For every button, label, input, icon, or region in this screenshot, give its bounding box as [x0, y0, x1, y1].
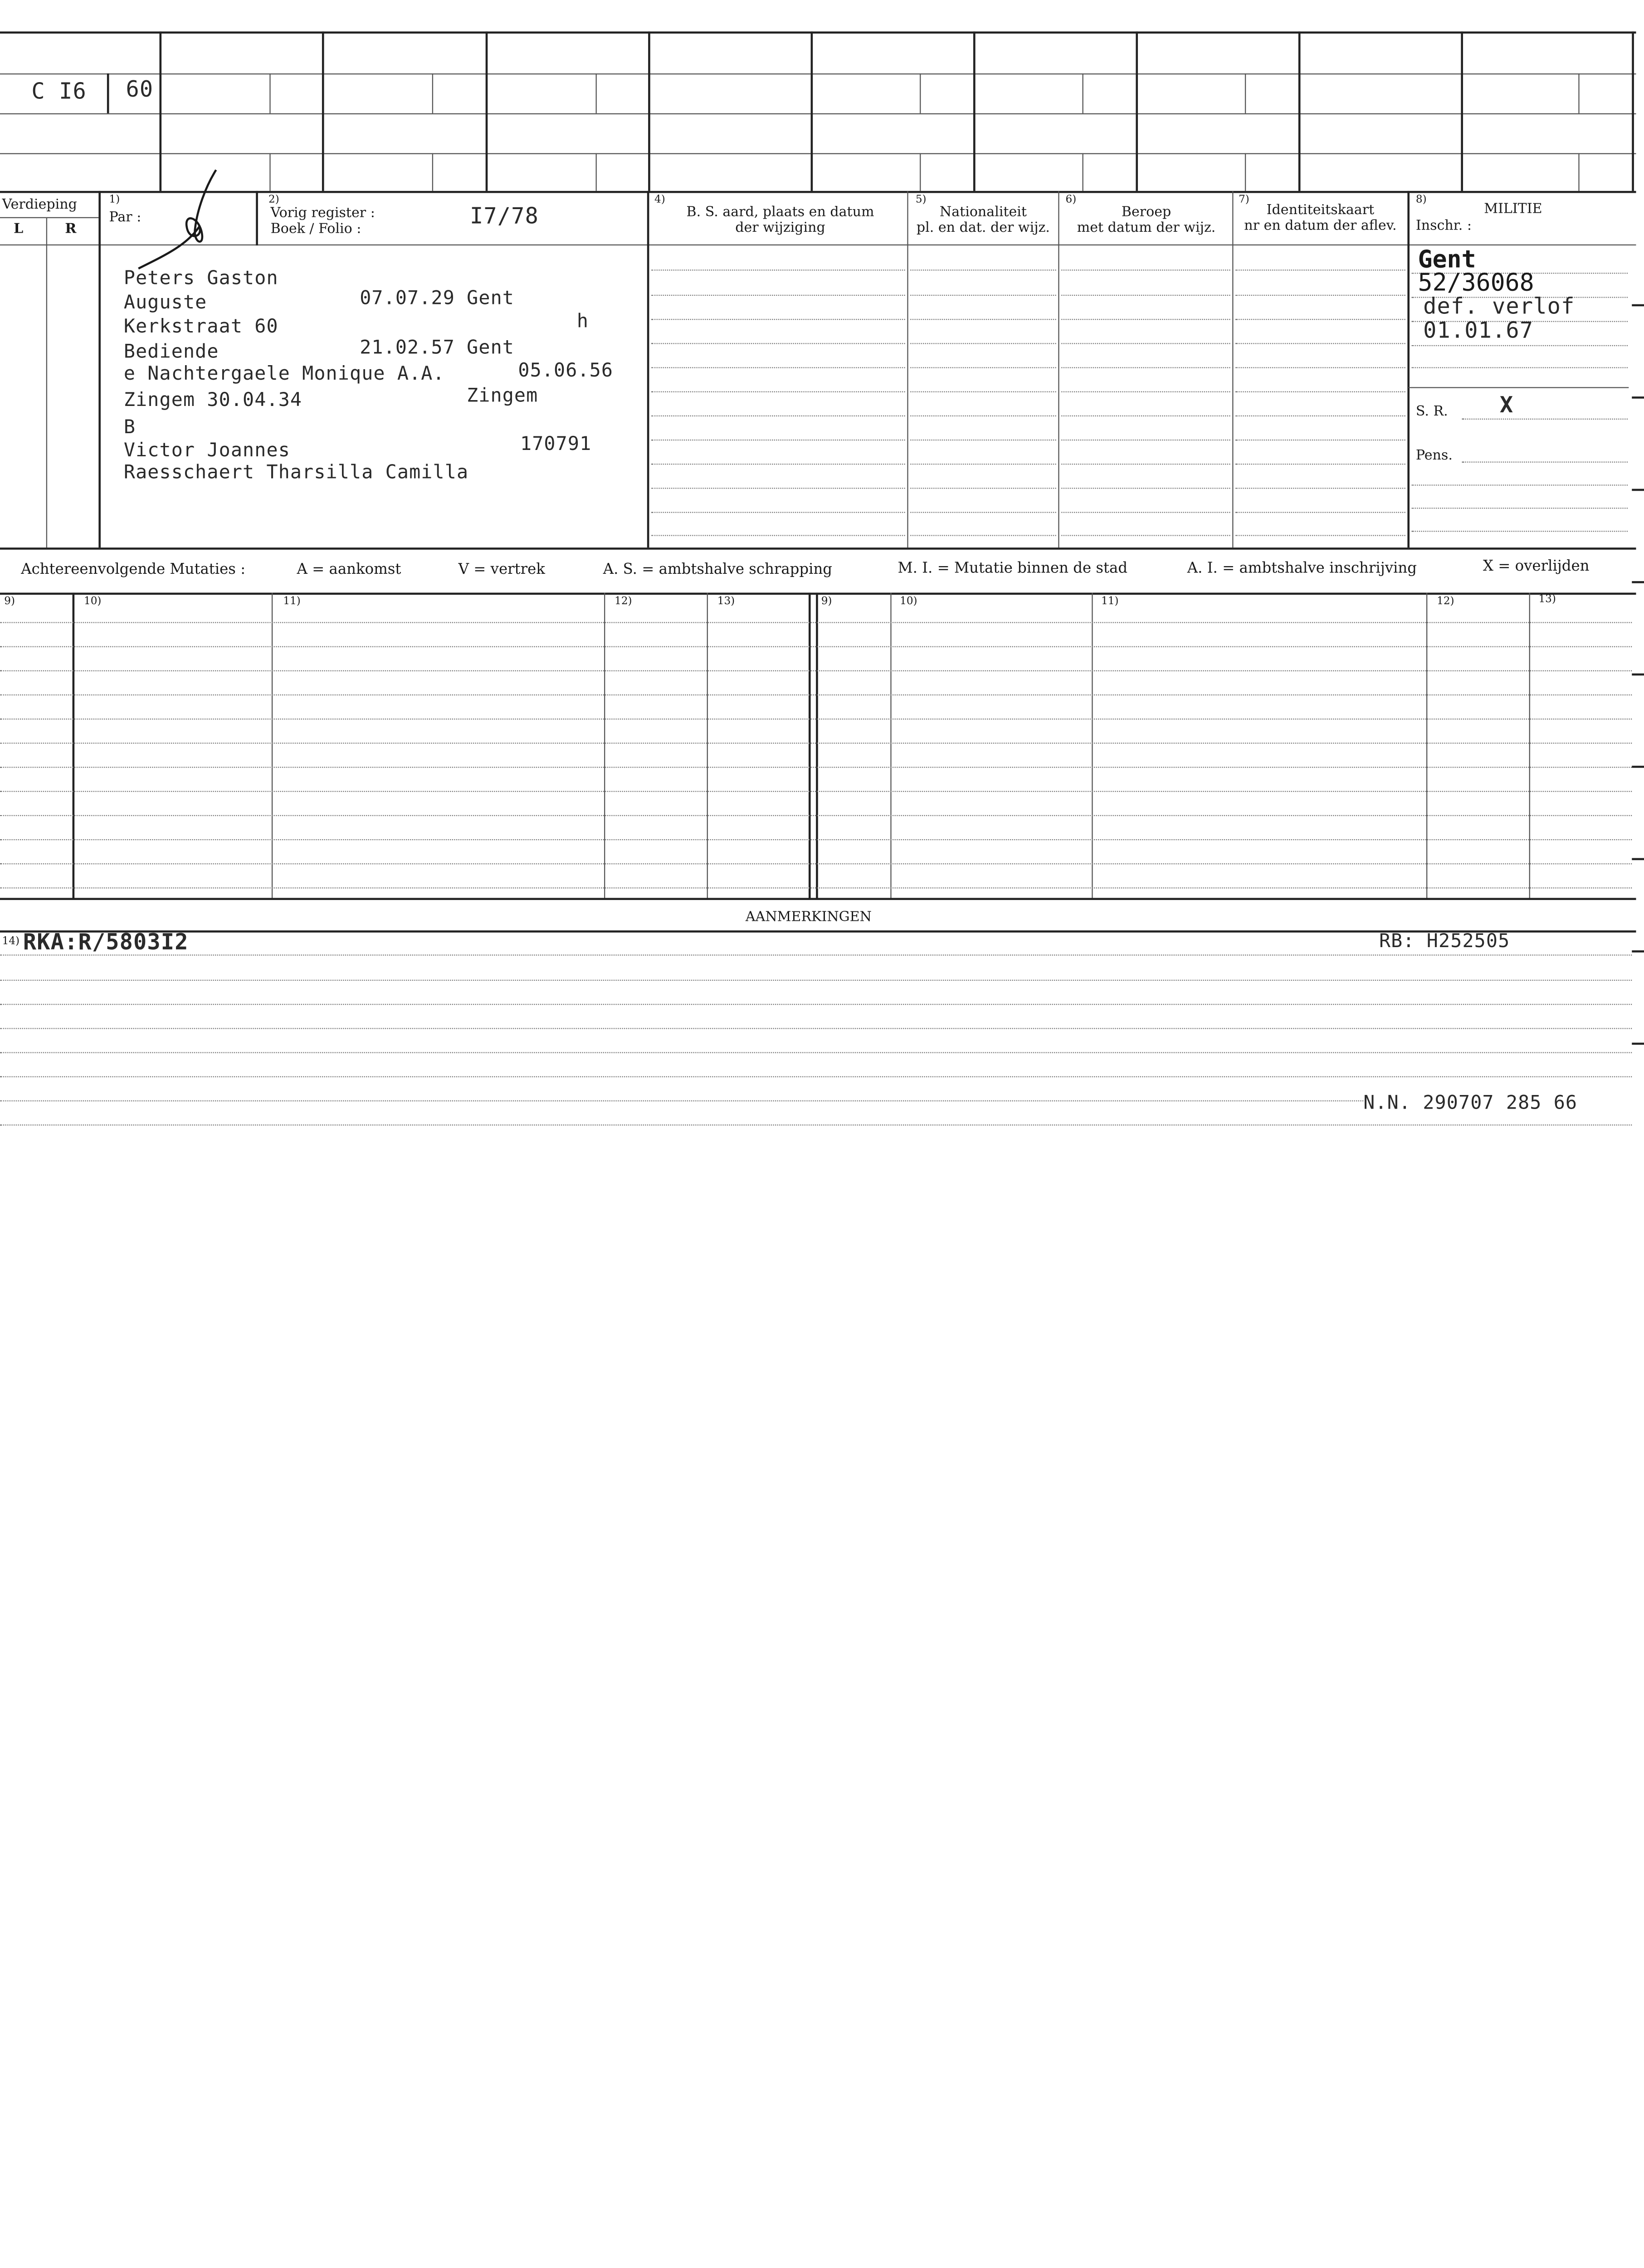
nationaliteit-label-line2: pl. en dat. der wijz. [916, 220, 1050, 236]
sr-label: S. R. [1415, 404, 1448, 420]
bs-label-line2: der wijziging [735, 220, 825, 236]
typed-mark-b: B [123, 416, 136, 439]
militie-place: Gent [1418, 246, 1476, 274]
typed-spouse: e Nachtergaele Monique A.A. [123, 363, 445, 385]
typed-given-name: Auguste [123, 291, 207, 314]
typed-spouse-place: Zingem [467, 385, 538, 407]
typed-birth: 07.07.29 Gent [360, 287, 515, 310]
field-number-1: 1) [109, 194, 120, 206]
field-number-14: 14) [2, 935, 20, 948]
typed-address: Kerkstraat 60 [123, 316, 278, 338]
mut-col-9-left: 9) [4, 596, 15, 607]
beroep-label-line2: met datum der wijz. [1077, 220, 1216, 236]
militie-number: 52/36068 [1418, 269, 1534, 297]
typed-name: Peters Gaston [123, 267, 278, 290]
national-number: N.N. 290707 285 66 [1363, 1092, 1578, 1114]
mut-col-10-right: 10) [900, 596, 917, 607]
verdieping-l-label: L [14, 221, 24, 237]
legend-arrival: A = aankomst [297, 561, 401, 578]
mut-col-12-right: 12) [1437, 596, 1454, 607]
typed-profession-date: 21.02.57 Gent [360, 337, 515, 359]
index-number: 60 [126, 76, 154, 102]
typed-mother: Raesschaert Tharsilla Camilla [123, 461, 469, 484]
legend-internal-move: M. I. = Mutatie binnen de stad [898, 560, 1128, 577]
pens-label: Pens. [1415, 448, 1453, 464]
legend-departure: V = vertrek [458, 561, 545, 578]
index-code: C I6 [31, 78, 87, 104]
typed-profession: Bediende [123, 341, 219, 363]
field-number-8: 8) [1415, 194, 1427, 206]
legend-title: Achtereenvolgende Mutaties : [21, 561, 246, 578]
remarks-title: AANMERKINGEN [745, 909, 872, 925]
legend-official-removal: A. S. = ambtshalve schrapping [603, 561, 833, 578]
legend-death: X = overlijden [1483, 558, 1590, 575]
field-number-2: 2) [268, 194, 279, 206]
mut-col-13-right: 13) [1538, 593, 1556, 606]
vorig-register-label: Vorig register : [270, 205, 375, 221]
mut-col-9-right: 9) [821, 596, 832, 607]
militie-date: 01.01.67 [1423, 318, 1534, 343]
mut-col-11-left: 11) [283, 596, 301, 607]
typed-mark-h: h [576, 310, 589, 333]
bs-label-line1: B. S. aard, plaats en datum [686, 204, 874, 220]
mut-col-11-right: 11) [1101, 596, 1119, 607]
field-number-4: 4) [654, 194, 665, 206]
field-number-7: 7) [1239, 194, 1249, 206]
typed-spouse-birth: Zingem 30.04.34 [123, 389, 302, 411]
inschr-label: Inschr. : [1415, 218, 1472, 234]
field-number-5: 5) [915, 194, 927, 206]
typed-marriage-date: 05.06.56 [518, 360, 614, 382]
identiteitskaart-label-line1: Identiteitskaart [1266, 202, 1375, 218]
legend-official-registration: A. I. = ambtshalve inschrijving [1187, 560, 1417, 577]
typed-number: 170791 [520, 433, 592, 455]
par-label: Par : [109, 210, 141, 226]
field-number-6: 6) [1065, 194, 1077, 206]
nationaliteit-label-line1: Nationaliteit [939, 204, 1027, 220]
typed-father: Victor Joannes [123, 439, 290, 462]
verdieping-r-label: R [65, 221, 77, 237]
verdieping-label: Verdieping [2, 197, 77, 213]
identiteitskaart-label-line2: nr en datum der aflev. [1244, 218, 1397, 234]
remarks-rb: RB: H252505 [1379, 930, 1510, 953]
par-signature-stroke [126, 168, 220, 283]
militie-label: MILITIE [1484, 201, 1542, 217]
boek-folio-label: Boek / Folio : [270, 221, 361, 237]
mut-col-13-left: 13) [717, 596, 735, 607]
militie-sr-value: X [1499, 392, 1514, 418]
militie-status: def. verlof [1423, 293, 1575, 319]
vorig-register-value: I7/78 [470, 203, 539, 229]
beroep-label-line1: Beroep [1121, 204, 1171, 220]
mut-col-12-left: 12) [615, 596, 632, 607]
remarks-rka: RKA:R/5803I2 [23, 929, 189, 955]
mut-col-10-left: 10) [84, 596, 102, 607]
